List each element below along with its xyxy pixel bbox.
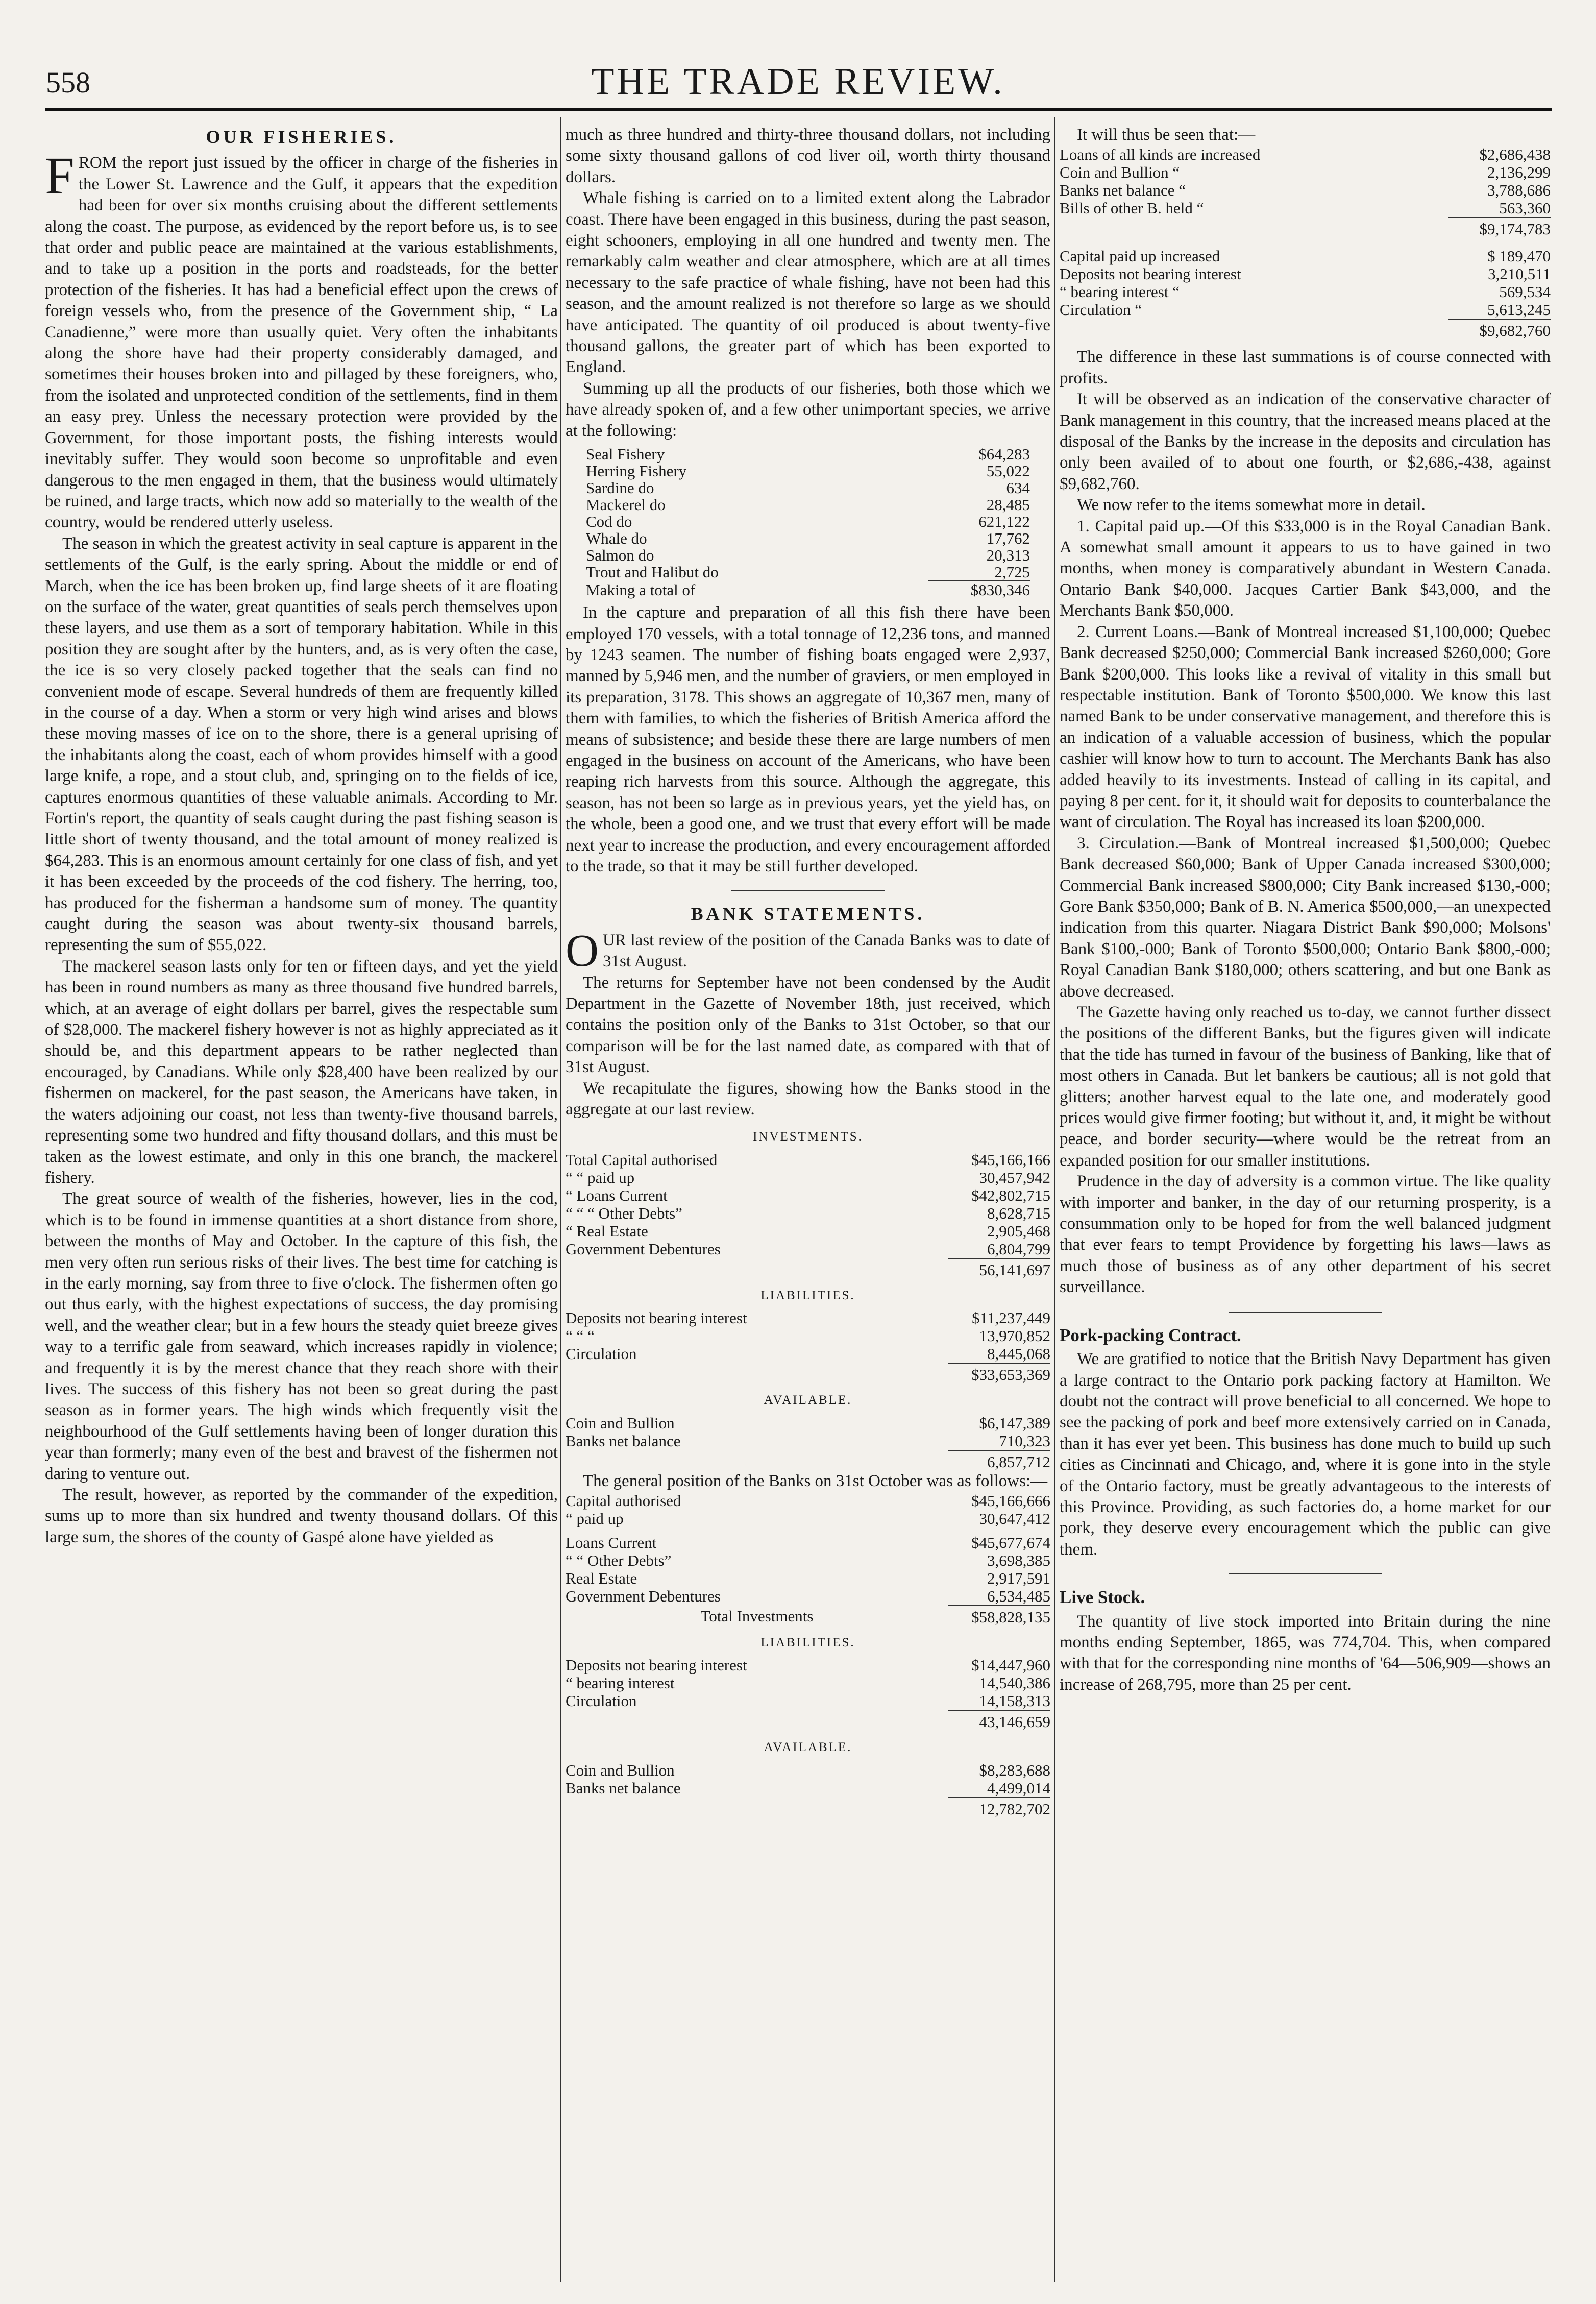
column-2 [566, 125, 1050, 2289]
figure-row [566, 1510, 1050, 1527]
row-amount: $14,447,960 [971, 1656, 1050, 1675]
aug-investments-table [566, 1151, 1050, 1258]
row-label: “ bearing interest “ [1060, 283, 1180, 301]
bank-paragraph: We recapitulate the figures, showing how the Banks stood in the aggregate at our last review. [566, 1079, 1050, 1119]
fish-products-table [586, 446, 1030, 598]
oct-available-table [566, 1761, 1050, 1797]
figure-row [1060, 301, 1551, 319]
row-label: Loans of all kinds are increased [1060, 145, 1261, 164]
fisheries-title: OUR FISHERIES. [206, 127, 397, 147]
row-label: Bills of other B. held “ [1060, 199, 1204, 217]
fisheries-paragraph: The result, however, as reported by the commander of the expedition, sums up to more than six hundred and twenty thousand dollars. Of this large sum, the shores of the county of Gaspé alone have yielded as [45, 1486, 558, 1546]
row-label: Deposits not bearing interest [1060, 265, 1241, 283]
row-amount: $ 189,470 [1487, 247, 1551, 265]
header-rule [45, 108, 1552, 111]
row-label: Circulation “ [1060, 301, 1142, 319]
row-amount: 2,136,299 [1487, 163, 1551, 182]
row-amount: 569,534 [1499, 283, 1551, 301]
row-amount: 621,122 [978, 513, 1030, 531]
row-amount: 3,788,686 [1487, 181, 1551, 200]
increases-table [1060, 145, 1551, 217]
fisheries-paragraph: In the capture and preparation of all this fish there have been employed 170 vessels, with a total tonnage of 12,236 tons, and manned by 1243 seamen. The number of fishing boats engaged were 2,937, manned by 5,946 men, and the number of graviers, or men employed in its preparation, 3178. This shows an aggregate of 10,367 men, many of them with families, to which the fisheries of British America afford the means of subsistence; and beside these there are large numbers of men engaged in the business on account of the Americans, who have been reaping rich harvests from this source. Although the aggregate, this season, has not been so large as in previous years, yet the yield has, on the whole, been a good one, and we trust that every effort will be made next year to increase the production, and every encouragement afforded to the trade, so that it may be still further developed. [566, 603, 1050, 876]
row-label: Cod do [586, 513, 632, 531]
bank-paragraph: 1. Capital paid up.—Of this $33,000 is in the Royal Canadian Bank. A somewhat small amount it appears to us to have gained in two months, when money is comparatively abundant in Western Canada. Ontario Bank $40,000. Jacques Cartier Bank $43,000, and the Merchants Bank $50,000. [1060, 517, 1551, 620]
figure-row [1060, 145, 1551, 163]
row-label: Deposits not bearing interest [566, 1656, 747, 1675]
pork-paragraph: We are gratified to notice that the British Navy Department has given a large contract to the Ontario pork packing factory at Hamilton. We doubt not the contract will prove beneficial to all concerned. We hope to see the packing of pork and beef more extensively carried on in Canada, than it has ever yet been. This business has done much to build up such cities as Cincinnati and Chicago, and, where it is gone into in the style of the Ontario factory, must be greatly advantageous to the interests of this Province. Providing, as such factories do, a home market for our pork, they deserve every encouragement which the public can give them. [1060, 1350, 1551, 1559]
bank-statements-title: BANK STATEMENTS. [691, 904, 925, 925]
row-label: Seal Fishery [586, 445, 665, 464]
aug-liabilities-head: LIABILITIES. [760, 1288, 855, 1302]
row-amount: $45,677,674 [971, 1534, 1050, 1552]
fisheries-paragraph: The great source of wealth of the fisheries, however, lies in the cod, which is to be found in immense quantities at a short distance from shore, between the months of May and October. In the capture of this fish, the men very often run serious risks of their lives. The best time for catching is in the early morning, say from three to five o'clock. The fishermen often go out thus early, with the highest expectations of success, the day promising well, and the weather clear; but in a few hours the steady quiet breeze gives way to a terrific gale from seaward, which increases rapidly in violence; and frequently it is by the merest chance that they reach shore with their lives. The success of this fishery has not been so great during the past season as in former years. The high winds which frequently visit the neighbourhood of the Gulf settlements having been of longer duration this year than formerly; many even of the best and bravest of the fishermen not daring to venture out. [45, 1190, 558, 1483]
row-label: Circulation [566, 1345, 637, 1363]
row-amount: 17,762 [986, 529, 1030, 548]
row-label: “ “ paid up [566, 1168, 635, 1186]
row-amount: $42,802,715 [971, 1186, 1050, 1204]
row-amount: 2,917,591 [987, 1569, 1050, 1588]
row-label: “ Loans Current [566, 1186, 668, 1204]
paragraph-text: ROM the report just issued by the officer in charge of the fisheries in the Lower St. Lawrence and the Gulf, it appears that the expedition had been for over six months cruising about the different settlements along the coast. The purpose, as evidenced by the report before us, is to see that order and public peace are maintained at the various establishments, and to take up a position in the ports and roadsteads, for the better protection of the fisheries. It has had a beneficial effect upon the crews of foreign vessels who, from the presence of the Government ship, “ La Canadienne,” were more than usually quiet. Very often the inhabitants along the shore have had their property considerably damaged, and sometimes their houses broken into and pillaged by these foreigners, who, from the isolated and unprotected condition of the settlements, find in them an easy prey. Unless the necessary protection were provided by the Government, for those important posts, the fishing interests would inevitably suffer. They would soon become so unprofitable and even dangerous to the men engaged in them, that the business would ultimately be ruined, and large tracts, which now add so materially to the wealth of the country, would be rendered utterly useless. [45, 154, 558, 532]
fish-total-label: Making a total of [586, 580, 696, 599]
bank-paragraph: The general position of the Banks on 31st October was as follows:— [583, 1471, 1048, 1490]
column-1 [45, 125, 558, 2289]
row-amount: 14,158,313 [979, 1692, 1050, 1710]
figure-row [566, 1761, 1050, 1779]
figure-row [566, 1674, 1050, 1692]
section-rule [1229, 1573, 1382, 1574]
row-amount: 8,628,715 [987, 1204, 1050, 1222]
bank-paragraph: It will thus be seen that:— [1077, 126, 1256, 144]
fisheries-paragraph: The mackerel season lasts only for ten or fifteen days, and yet the yield has been in round numbers as many as three thousand five hundred barrels, which, at an average of eight dollars per barrel, gives the respectable sum of $28,000. The mackerel fishery however is not as highly appreciated as it should be, and this department appears to be rather neglected than encouraged, by Canadians. While only $28,400 have been realized by our fishermen on mackerel, for the past season, the Americans have taken, in the waters adjoining our coast, not less than twenty-five thousand barrels, representing some two hundred and fifty thousand dollars, and this must be taken as the lowest estimate, and only in this one branch, the mackerel fishery. [45, 957, 558, 1187]
bank-paragraph: The Gazette having only reached us to-day, we cannot further dissect the positions of the different Banks, but the figures given will indicate that the tide has turned in favour of the business of Banking, like that of most others in Canada. But let bankers be cautious; all is not gold that glitters; another harvest equal to the late one, and moderately good prices would give firmer footing; but without it, and, it might be without peace, and border security—where would be the retreat from an expanded position for our smaller institutions. [1060, 1003, 1551, 1170]
figure-row [566, 1656, 1050, 1674]
fish-row [586, 564, 1030, 580]
row-amount: 2,725 [994, 563, 1030, 581]
row-amount: 5,613,245 [1487, 301, 1551, 319]
fish-row [586, 513, 1030, 530]
row-label: “ paid up [566, 1510, 624, 1528]
page-header [0, 0, 1596, 133]
figure-row [566, 1327, 1050, 1345]
oct-liabilities-head: LIABILITIES. [760, 1636, 855, 1650]
row-label: Coin and Bullion “ [1060, 163, 1180, 182]
row-amount: 2,905,468 [987, 1222, 1050, 1240]
row-label: Banks net balance [566, 1432, 681, 1450]
fish-row [586, 496, 1030, 513]
row-label: Circulation [566, 1692, 637, 1710]
increases2-total: $9,682,760 [1448, 319, 1551, 339]
figure-row [566, 1204, 1050, 1222]
oct-available-total: 12,782,702 [948, 1798, 1050, 1818]
row-amount: 13,970,852 [979, 1327, 1050, 1345]
oct-investments-total: $58,828,135 [948, 1606, 1050, 1626]
oct-capital-table [566, 1492, 1050, 1527]
row-amount: 28,485 [986, 496, 1030, 514]
row-label: “ Real Estate [566, 1222, 648, 1240]
row-label: “ bearing interest [566, 1674, 675, 1692]
masthead: THE TRADE REVIEW. [591, 61, 1005, 103]
row-label: Capital authorised [566, 1492, 681, 1510]
figure-row [566, 1432, 1050, 1450]
row-label: Salmon do [586, 546, 654, 565]
bank-paragraph: Prudence in the day of adversity is a common virtue. The like quality with importer and banker, in the day of our returning prosperity, is a consummation only to be hoped for from the well balanced judgment that ever fears to tempt Providence by forgetting his laws—laws as much those of business as of any other department of his secret surveillance. [1060, 1172, 1551, 1297]
aug-investments-total: 56,141,697 [948, 1258, 1050, 1279]
row-label: Banks net balance [566, 1779, 681, 1797]
row-label: Coin and Bullion [566, 1414, 675, 1432]
increases2-table [1060, 247, 1551, 319]
row-label: Whale do [586, 529, 647, 548]
aug-liabilities-table [566, 1309, 1050, 1363]
row-amount: $45,166,666 [971, 1492, 1050, 1510]
bank-paragraph: We now refer to the items somewhat more in detail. [1077, 496, 1426, 515]
fisheries-paragraph: Whale fishing is carried on to a limited extent along the Labrador coast. There have been engaged in this business, during the past season, eight schooners, employing in all one hundred and twenty men. The remarkably calm weather and clear atmosphere, which are at all times necessary to the safe practice of whale fishing, have not been had this season, and the amount realized is not therefore so large as we should have anticipated. The quantity of oil produced is about twenty-five thousand gallons, the greater part of which has been exported to England. [566, 189, 1050, 377]
row-label: Sardine do [586, 479, 654, 497]
figure-row [566, 1779, 1050, 1797]
bank-paragraph: 2. Current Loans.—Bank of Montreal increased $1,100,000; Quebec Bank decreased $250,000; Commercial Bank increased $260,000; Gore Bank $200,000. This looks like a revival of vitality in this small but respectable institution. Bank of Toronto $500,000. We know this last named Bank to be under conservative management, and therefore this is an indication of a valuable accession of business, which the popular cashier will know how to turn to account. The Merchants Bank has also added heavily to its investments. Instead of calling in its capital, and paying 8 per cent. for it, it should wait for deposits to counterbalance the want of circulation. The Royal has increased its loan $200,000. [1060, 622, 1551, 832]
figure-row [566, 1569, 1050, 1587]
figure-row [566, 1169, 1050, 1186]
increases-total: $9,174,783 [1448, 217, 1551, 238]
oct-investments-table [566, 1534, 1050, 1605]
section-rule [1229, 1312, 1382, 1313]
dropcap: O [566, 925, 599, 976]
row-amount: 634 [1006, 479, 1030, 497]
row-amount: 30,647,412 [979, 1510, 1050, 1528]
row-amount: $11,237,449 [972, 1309, 1050, 1327]
figure-row [566, 1345, 1050, 1363]
bank-paragraph: The returns for September have not been condensed by the Audit Department in the Gazette of November 18th, just received, which contains the position only of the Banks to 31st October, so that our comparison will be for the last named date, as compared with that of 31st August. [566, 973, 1050, 1077]
fish-row [586, 446, 1030, 463]
row-amount: $45,166,166 [971, 1150, 1050, 1169]
row-amount: 6,804,799 [987, 1240, 1050, 1258]
figure-row [1060, 283, 1551, 301]
figure-row [566, 1222, 1050, 1240]
row-amount: 6,534,485 [987, 1587, 1050, 1606]
row-label: Trout and Halibut do [586, 563, 719, 581]
row-label: Coin and Bullion [566, 1761, 675, 1779]
oct-liabilities-total: 43,146,659 [948, 1710, 1050, 1731]
livestock-title: Live Stock. [1060, 1587, 1145, 1608]
aug-available-total: 6,857,712 [948, 1450, 1050, 1471]
column-3 [1060, 125, 1551, 2289]
bank-paragraph: 3. Circulation.—Bank of Montreal increased $1,500,000; Quebec Bank decreased $60,000; Bank of Upper Canada increased $300,000; Commercial Bank increased $800,000; City Bank increased $130,-000; Gore Bank $350,000; Bank of B. N. America $500,000,—an unexpected indication from this quarter. Niagara District Bank $90,000; Molsons' Bank $100,-000; Bank of Toronto $500,000; Ontario Bank $800,-000; Royal Canadian Bank $180,000; others scattering, and but one Bank as above decreased. [1060, 834, 1551, 1001]
oct-investments-total-label: Total Investments [700, 1607, 814, 1625]
row-amount: 8,445,068 [987, 1345, 1050, 1363]
row-amount: 3,210,511 [1488, 265, 1551, 283]
fish-total-value: $830,346 [928, 581, 1030, 598]
figure-row [566, 1492, 1050, 1510]
figure-row [566, 1587, 1050, 1605]
figure-row [1060, 181, 1551, 199]
fisheries-paragraph: much as three hundred and thirty-three thousand dollars, not including some sixty thousand gallons of cod liver oil, worth thirty thousand dollars. [566, 126, 1050, 186]
section-rule [731, 890, 885, 891]
aug-available-head: AVAILABLE. [764, 1393, 852, 1408]
row-amount: 563,360 [1499, 199, 1551, 217]
aug-investments-head: INVESTMENTS. [753, 1130, 863, 1144]
figure-row [1060, 163, 1551, 181]
pork-title: Pork-packing Contract. [1060, 1325, 1241, 1345]
fish-row [586, 479, 1030, 496]
row-amount: 30,457,942 [979, 1168, 1050, 1186]
row-label: Government Debentures [566, 1587, 721, 1606]
oct-available-head: AVAILABLE. [764, 1740, 852, 1755]
row-label: Mackerel do [586, 496, 666, 514]
livestock-paragraph: The quantity of live stock imported into Britain during the nine months ending September, 1865, was 774,704. This, when compared with that for the corresponding nine months of '64—506,909—shows an increase of 268,795, more than 25 per cent. [1060, 1612, 1551, 1694]
row-label: “ “ “ [566, 1327, 595, 1345]
figure-row [1060, 247, 1551, 265]
oct-liabilities-table [566, 1656, 1050, 1710]
row-amount: 3,698,385 [987, 1551, 1050, 1570]
row-label: Total Capital authorised [566, 1150, 718, 1169]
dropcap: F [45, 147, 75, 206]
row-label: Loans Current [566, 1534, 657, 1552]
row-amount: 20,313 [986, 546, 1030, 565]
fish-row [586, 547, 1030, 564]
row-amount: $6,147,389 [979, 1414, 1050, 1432]
fish-row [586, 530, 1030, 547]
column-divider-1 [560, 117, 561, 2282]
row-amount: $8,283,688 [979, 1761, 1050, 1779]
bank-paragraph [566, 925, 1050, 976]
figure-row [566, 1151, 1050, 1169]
fisheries-paragraph [45, 147, 558, 533]
bank-paragraph: It will be observed as an indication of the conservative character of Bank management in this country, that the increased means placed at the disposal of the Banks by the increase in the deposits and circulation has only been availed of to about one fourth, or $2,686,-438, against $9,682,760. [1060, 390, 1551, 493]
row-amount: 710,323 [999, 1432, 1050, 1450]
fish-row [586, 463, 1030, 479]
figure-row [1060, 265, 1551, 283]
figure-row [1060, 199, 1551, 217]
row-label: “ “ Other Debts” [566, 1551, 672, 1570]
aug-available-table [566, 1414, 1050, 1450]
row-amount: $64,283 [978, 445, 1030, 464]
row-amount: 4,499,014 [987, 1779, 1050, 1797]
figure-row [566, 1240, 1050, 1258]
row-amount: $2,686,438 [1479, 145, 1551, 164]
figure-row [566, 1551, 1050, 1569]
row-label: Real Estate [566, 1569, 637, 1588]
row-label: Deposits not bearing interest [566, 1309, 747, 1327]
fisheries-paragraph: Summing up all the products of our fisheries, both those which we have already spoken of, and a few other unimportant species, we arrive at the following: [566, 379, 1050, 440]
row-label: Capital paid up increased [1060, 247, 1220, 265]
figure-row [566, 1186, 1050, 1204]
row-label: Government Debentures [566, 1240, 721, 1258]
figure-row [566, 1534, 1050, 1551]
figure-row [566, 1692, 1050, 1710]
bank-paragraph: The difference in these last summations is of course connected with profits. [1060, 348, 1551, 387]
column-divider-2 [1054, 117, 1055, 2282]
fisheries-paragraph: The season in which the greatest activity in seal capture is apparent in the settlements of the Gulf, is the early spring. About the middle or end of March, when the ice has been broken up, find large sheets of it are floating on the surface of the water, great quantities of seals perch themselves upon these layers, and use them as a sort of temporary habitation. While in this position they are sought after by the hunters, and, as is very often the case, the ice is so very closely packed together that the seals can find no convenient mode of escape. Several hundreds of them are frequently killed in the course of a day. When a storm or very high wind arises and blows these moving masses of ice on to the shore, there is a general uprising of the inhabitants along the coast, each of whom provides himself with a good large knife, a rope, and a stout club, and, springing on to the fields of ice, captures enormous quantities of these valuable animals. According to Mr. Fortin's report, the quantity of seals caught during the past fishing season is little short of twenty thousand, and the total amount of money realized is $64,283. This is an enormous amount certainly for one class of fish, and yet it has been exceeded by the proceeds of the cod fishery. The herring, too, has produced for the fisherman a handsome sum of money. The quantity caught during the season was about twenty-six thousand barrels, representing the sum of $55,022. [45, 534, 558, 955]
page-number: 558 [46, 66, 90, 99]
row-amount: 55,022 [986, 462, 1030, 480]
row-label: Herring Fishery [586, 462, 687, 480]
aug-liabilities-total: $33,653,369 [948, 1363, 1050, 1384]
figure-row [566, 1414, 1050, 1432]
paragraph-text: UR last review of the position of the Canada Banks was to date of 31st August. [603, 931, 1050, 971]
figure-row [566, 1309, 1050, 1327]
row-amount: 14,540,386 [979, 1674, 1050, 1692]
row-label: Banks net balance “ [1060, 181, 1186, 200]
row-label: “ “ “ Other Debts” [566, 1204, 682, 1222]
